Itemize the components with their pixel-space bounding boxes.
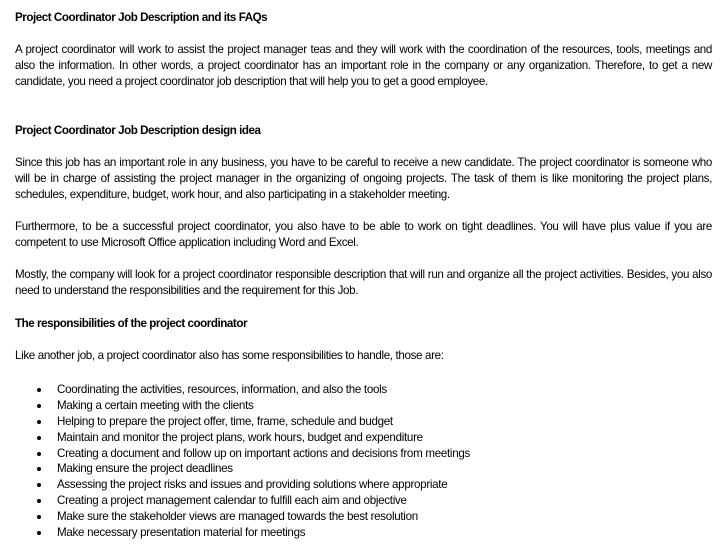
bullet-icon: [37, 467, 41, 471]
bullet-icon: [37, 452, 41, 456]
bullet-icon: [37, 420, 41, 424]
responsibilities-heading: The responsibilities of the project coordinator: [15, 317, 248, 330]
list-item: [37, 414, 470, 430]
intro-paragraph: A project coordinator will work to assist the project manager teas and they will work with the coordination of the resources, tools, meetings and also the information. In other words, a project coordinator has an important role in the company or any organization. Therefore, to get a new candidate, you need a project coordinator job description that will help you to get a good employee.: [15, 43, 712, 88]
list-item: [37, 382, 470, 398]
list-item-text: Creating a project management calendar to fulfill each aim and objective: [57, 494, 407, 508]
bullet-icon: [37, 499, 41, 503]
bullet-icon: [37, 531, 41, 535]
list-item-text: Creating a document and follow up on important actions and decisions from meetings: [57, 446, 470, 460]
list-item-text: Making ensure the project deadlines: [57, 462, 233, 476]
list-item: [37, 430, 470, 446]
list-item-text: Coordinating the activities, resources, information, and also the tools: [57, 383, 387, 396]
list-item-text: Helping to prepare the project offer, time, frame, schedule and budget: [57, 414, 393, 428]
list-item-text: Assessing the project risks and issues and providing solutions where appropriate: [57, 478, 448, 492]
list-item: [37, 461, 470, 477]
list-item: [37, 477, 470, 493]
design-paragraph-2: Furthermore, to be a successful project coordinator, you also have to be able to work on tight deadlines. You will have plus value if you are competent to use Microsoft Office application including Word and Excel.: [15, 220, 712, 249]
bullet-icon: [37, 515, 41, 519]
list-item-text: Maintain and monitor the project plans, work hours, budget and expenditure: [57, 430, 423, 444]
bullet-icon: [37, 388, 41, 392]
design-section-heading: Project Coordinator Job Description design idea: [15, 124, 261, 137]
list-item: [37, 509, 470, 525]
bullet-icon: [37, 436, 41, 440]
list-item-text: Make necessary presentation material for meetings: [57, 526, 306, 540]
responsibilities-list: [37, 382, 470, 541]
responsibilities-intro: Like another job, a project coordinator also has some responsibilities to handle, those are:: [15, 349, 444, 362]
list-item: [37, 493, 470, 509]
list-item-text: Making a certain meeting with the clients: [57, 398, 254, 412]
list-item: [37, 446, 470, 462]
bullet-icon: [37, 404, 41, 408]
list-item-text: Make sure the stakeholder views are managed towards the best resolution: [57, 510, 418, 524]
document-title: Project Coordinator Job Description and its FAQs: [15, 11, 268, 24]
list-item: [37, 398, 470, 414]
design-paragraph-3: Mostly, the company will look for a project coordinator responsible description that will run and organize all the project activities. Besides, you also need to understand the responsibilities and the requirement for this Job.: [15, 268, 712, 297]
bullet-icon: [37, 483, 41, 487]
design-paragraph-1: Since this job has an important role in any business, you have to be careful to receive a new candidate. The project coordinator is someone who will be in charge of assisting the project manager in the organizing of ongoing projects. The task of them is like monitoring the project plans, schedules, expenditure, budget, work hour, and also participating in a stakeholder meeting.: [15, 156, 712, 201]
list-item: [37, 525, 470, 541]
